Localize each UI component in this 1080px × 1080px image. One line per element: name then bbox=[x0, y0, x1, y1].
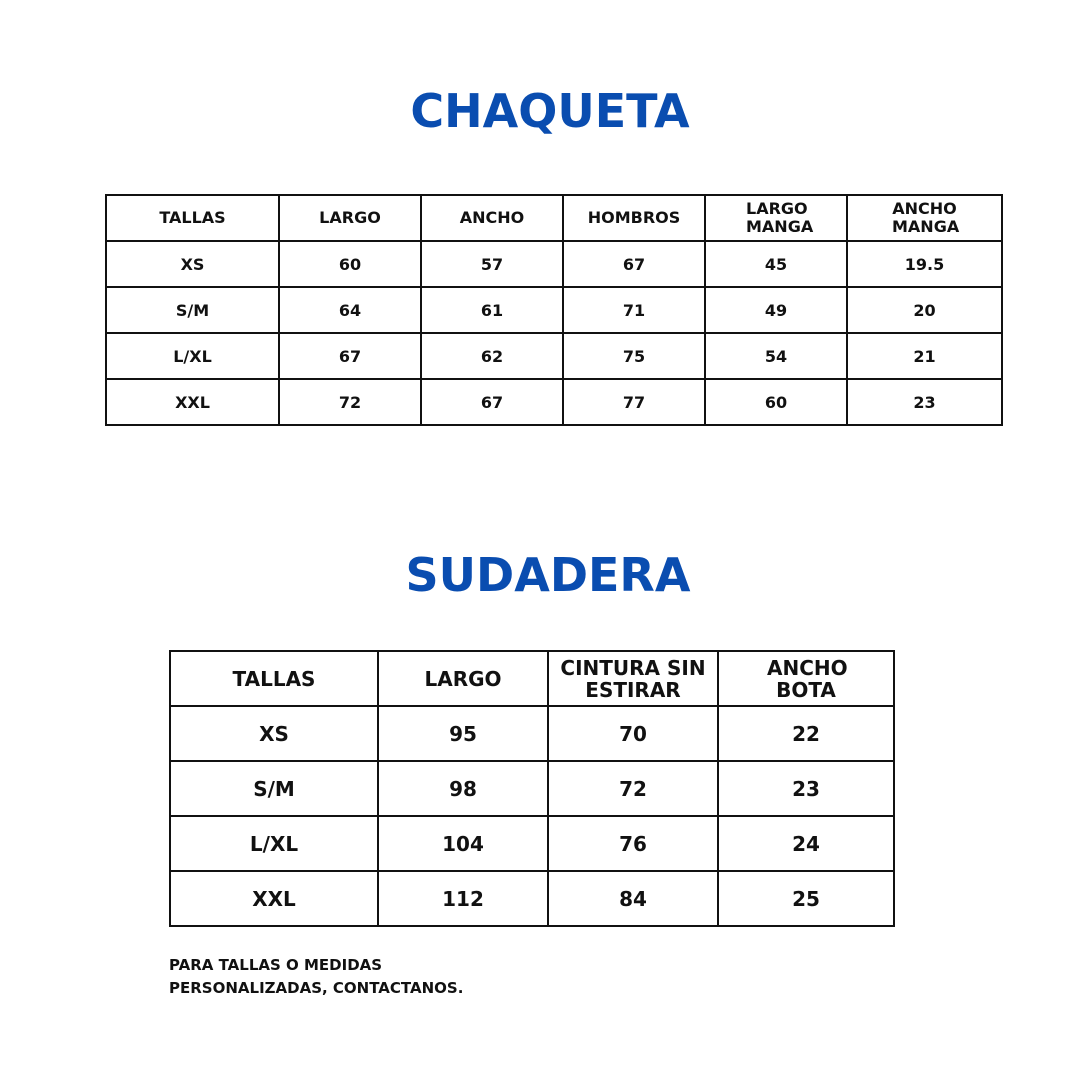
header-cell: LARGO bbox=[279, 195, 421, 241]
value-cell: 21 bbox=[847, 333, 1002, 379]
chaqueta-size-table bbox=[105, 194, 1003, 426]
value-cell: 72 bbox=[548, 761, 718, 816]
value-cell: 98 bbox=[378, 761, 548, 816]
value-cell: 61 bbox=[421, 287, 563, 333]
value-cell: 22 bbox=[718, 706, 894, 761]
table-row bbox=[170, 871, 894, 926]
value-cell: 95 bbox=[378, 706, 548, 761]
value-cell: 67 bbox=[421, 379, 563, 425]
size-cell: L/XL bbox=[170, 816, 378, 871]
table-header bbox=[106, 195, 1002, 241]
value-cell: 84 bbox=[548, 871, 718, 926]
sudadera-size-table bbox=[169, 650, 895, 927]
sudadera-title: SUDADERA bbox=[405, 548, 691, 602]
header-cell: LARGO bbox=[378, 651, 548, 706]
custom-size-note bbox=[169, 954, 589, 1000]
header-cell: LARGO MANGA bbox=[705, 195, 847, 241]
value-cell: 62 bbox=[421, 333, 563, 379]
size-cell: L/XL bbox=[106, 333, 279, 379]
value-cell: 45 bbox=[705, 241, 847, 287]
table-row bbox=[170, 816, 894, 871]
value-cell: 75 bbox=[563, 333, 705, 379]
header-cell: CINTURA SIN ESTIRAR bbox=[548, 651, 718, 706]
header-cell: HOMBROS bbox=[563, 195, 705, 241]
size-cell: XXL bbox=[106, 379, 279, 425]
header-cell: TALLAS bbox=[170, 651, 378, 706]
table-row bbox=[106, 333, 1002, 379]
size-cell: XS bbox=[170, 706, 378, 761]
table-row bbox=[170, 761, 894, 816]
value-cell: 64 bbox=[279, 287, 421, 333]
table-header bbox=[170, 651, 894, 706]
size-cell: S/M bbox=[170, 761, 378, 816]
value-cell: 25 bbox=[718, 871, 894, 926]
value-cell: 71 bbox=[563, 287, 705, 333]
value-cell: 23 bbox=[847, 379, 1002, 425]
size-cell: XXL bbox=[170, 871, 378, 926]
value-cell: 60 bbox=[705, 379, 847, 425]
value-cell: 77 bbox=[563, 379, 705, 425]
header-cell: ANCHO bbox=[421, 195, 563, 241]
value-cell: 54 bbox=[705, 333, 847, 379]
chaqueta-title: CHAQUETA bbox=[410, 84, 690, 138]
value-cell: 57 bbox=[421, 241, 563, 287]
value-cell: 112 bbox=[378, 871, 548, 926]
value-cell: 72 bbox=[279, 379, 421, 425]
table-row bbox=[106, 287, 1002, 333]
note-line-1: PARA TALLAS O MEDIDAS bbox=[169, 956, 383, 974]
table-row bbox=[106, 241, 1002, 287]
value-cell: 20 bbox=[847, 287, 1002, 333]
value-cell: 67 bbox=[279, 333, 421, 379]
value-cell: 49 bbox=[705, 287, 847, 333]
size-cell: XS bbox=[106, 241, 279, 287]
value-cell: 24 bbox=[718, 816, 894, 871]
value-cell: 60 bbox=[279, 241, 421, 287]
value-cell: 70 bbox=[548, 706, 718, 761]
value-cell: 19.5 bbox=[847, 241, 1002, 287]
header-cell: ANCHO MANGA bbox=[847, 195, 1002, 241]
table-row bbox=[106, 379, 1002, 425]
table-row bbox=[170, 706, 894, 761]
size-cell: S/M bbox=[106, 287, 279, 333]
value-cell: 23 bbox=[718, 761, 894, 816]
value-cell: 104 bbox=[378, 816, 548, 871]
note-line-2: PERSONALIZADAS, CONTACTANOS. bbox=[169, 979, 464, 997]
header-cell: ANCHO BOTA bbox=[718, 651, 894, 706]
value-cell: 76 bbox=[548, 816, 718, 871]
value-cell: 67 bbox=[563, 241, 705, 287]
header-cell: TALLAS bbox=[106, 195, 279, 241]
